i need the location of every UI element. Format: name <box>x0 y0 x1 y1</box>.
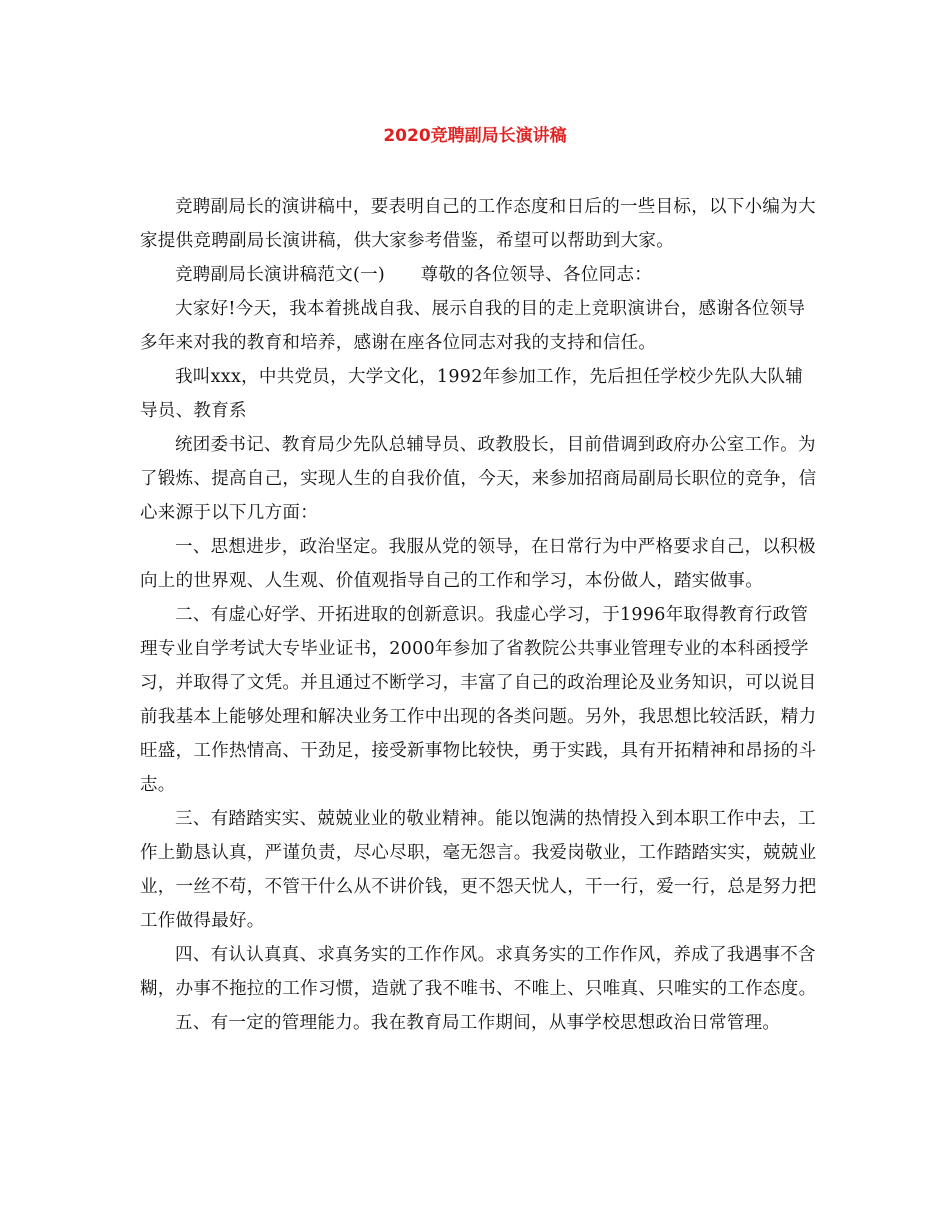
paragraph-greeting: 大家好!今天，我本着挑战自我、展示自我的目的走上竞职演讲台，感谢各位领导多年来对我的教育和培养，感谢在座各位同志对我的支持和信任。 <box>140 299 806 353</box>
paragraph-sample-heading: 竞聘副局长演讲稿范文(一) 尊敬的各位领导、各位同志： <box>175 265 653 285</box>
paragraph-career: 统团委书记、教育局少先队总辅导员、政教股长，目前借调到政府办公室工作。为了锻炼、提高自己，实现人生的自我价值，今天，来参加招商局副局长职位的竞争，信心来源于以下几方面： <box>140 435 817 523</box>
paragraph-point-1: 一、思想进步，政治坚定。我服从党的领导，在日常行为中严格要求自己，以积极向上的世界观、人生观、价值观指导自己的工作和学习，本份做人，踏实做事。 <box>140 537 816 591</box>
paragraph-point-3: 三、有踏踏实实、兢兢业业的敬业精神。能以饱满的热情投入到本职工作中去，工作上勤恳认真，严谨负责，尽心尽职，毫无怨言。我爱岗敬业，工作踏踏实实，兢兢业业，一丝不苟，不管干什么从不讲价钱，更不怨天忧人，干一行，爱一行，总是努力把工作做得最好。 <box>140 809 817 931</box>
document-body <box>140 190 820 1040</box>
paragraph-point-2: 二、有虚心好学、开拓进取的创新意识。我虚心学习，于1996年取得教育行政管理专业自学考试大专毕业证书，2000年参加了省教院公共事业管理专业的本科函授学习，并取得了文凭。并且通过不断学习，丰富了自己的政治理论及业务知识，可以说目前我基本上能够处理和解决业务工作中出现的各类问题。另外，我思想比较活跃，精力旺盛，工作热情高、干劲足，接受新事物比较快，勇于实践，具有开拓精神和昂扬的斗志。 <box>140 605 817 795</box>
paragraph-intro: 竞聘副局长的演讲稿中，要表明自己的工作态度和日后的一些目标，以下小编为大家提供竞聘副局长演讲稿，供大家参考借鉴，希望可以帮助到大家。 <box>140 197 816 251</box>
paragraph-self-intro: 我叫xxx，中共党员，大学文化，1992年参加工作，先后担任学校少先队大队辅导员、教育系 <box>140 367 804 421</box>
document-title: 2020竞聘副局长演讲稿 <box>383 126 567 146</box>
paragraph-point-5: 五、有一定的管理能力。我在教育局工作期间，从事学校思想政治日常管理。 <box>175 1013 781 1033</box>
paragraph-point-4: 四、有认认真真、求真务实的工作作风。求真务实的工作作风，养成了我遇事不含糊，办事不拖拉的工作习惯，造就了我不唯书、不唯上、只唯真、只唯实的工作态度。 <box>140 945 817 999</box>
